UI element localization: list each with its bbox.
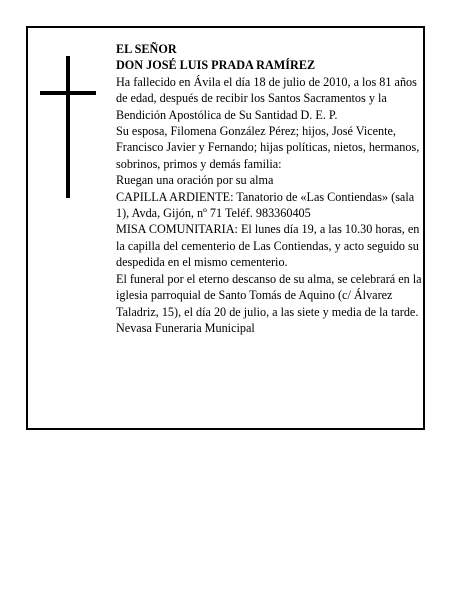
- notice-title: EL SEÑOR: [116, 42, 177, 56]
- cross-icon: [40, 56, 96, 198]
- deceased-name: DON JOSÉ LUIS PRADA RAMÍREZ: [116, 58, 316, 73]
- notice-text: [116, 41, 424, 336]
- cross-horizontal-bar: [40, 91, 96, 95]
- chapel-info: CAPILLA ARDIENTE: Tanatorio de «Las Contiendas» (sala 1), Avda, Gijón, nº 71 Teléf. 983360405: [116, 189, 415, 221]
- funeral-home: Nevasa Funeraria Municipal: [116, 320, 255, 335]
- death-announcement: Ha fallecido en Ávila el día 18 de julio de 2010, a los 81 años de edad, después de recibir los Santos Sacramentos y la Bendición Apostólica de Su Santidad D. E. P.: [116, 74, 417, 122]
- prayer-request: Ruegan una oración por su alma: [116, 173, 274, 188]
- funeral-info: El funeral por el eterno descanso de su alma, se celebrará en la iglesia parroquial de Santo Tomás de Aquino (c/ Álvarez Taladriz, 15), el día 20 de julio, a las siete y media de la tarde.: [116, 271, 422, 319]
- family-list: Su esposa, Filomena González Pérez; hijos, José Vicente, Francisco Javier y Fernando; hijas políticas, nietos, hermanos, sobrinos, primos y demás familia:: [116, 124, 420, 171]
- cross-vertical-bar: [66, 56, 70, 198]
- mass-info: MISA COMUNITARIA: El lunes día 19, a las 10.30 horas, en la capilla del cementerio de Las Contiendas, y acto seguido su despedida en el mismo cementerio.: [116, 222, 420, 270]
- obituary-notice: [26, 26, 425, 430]
